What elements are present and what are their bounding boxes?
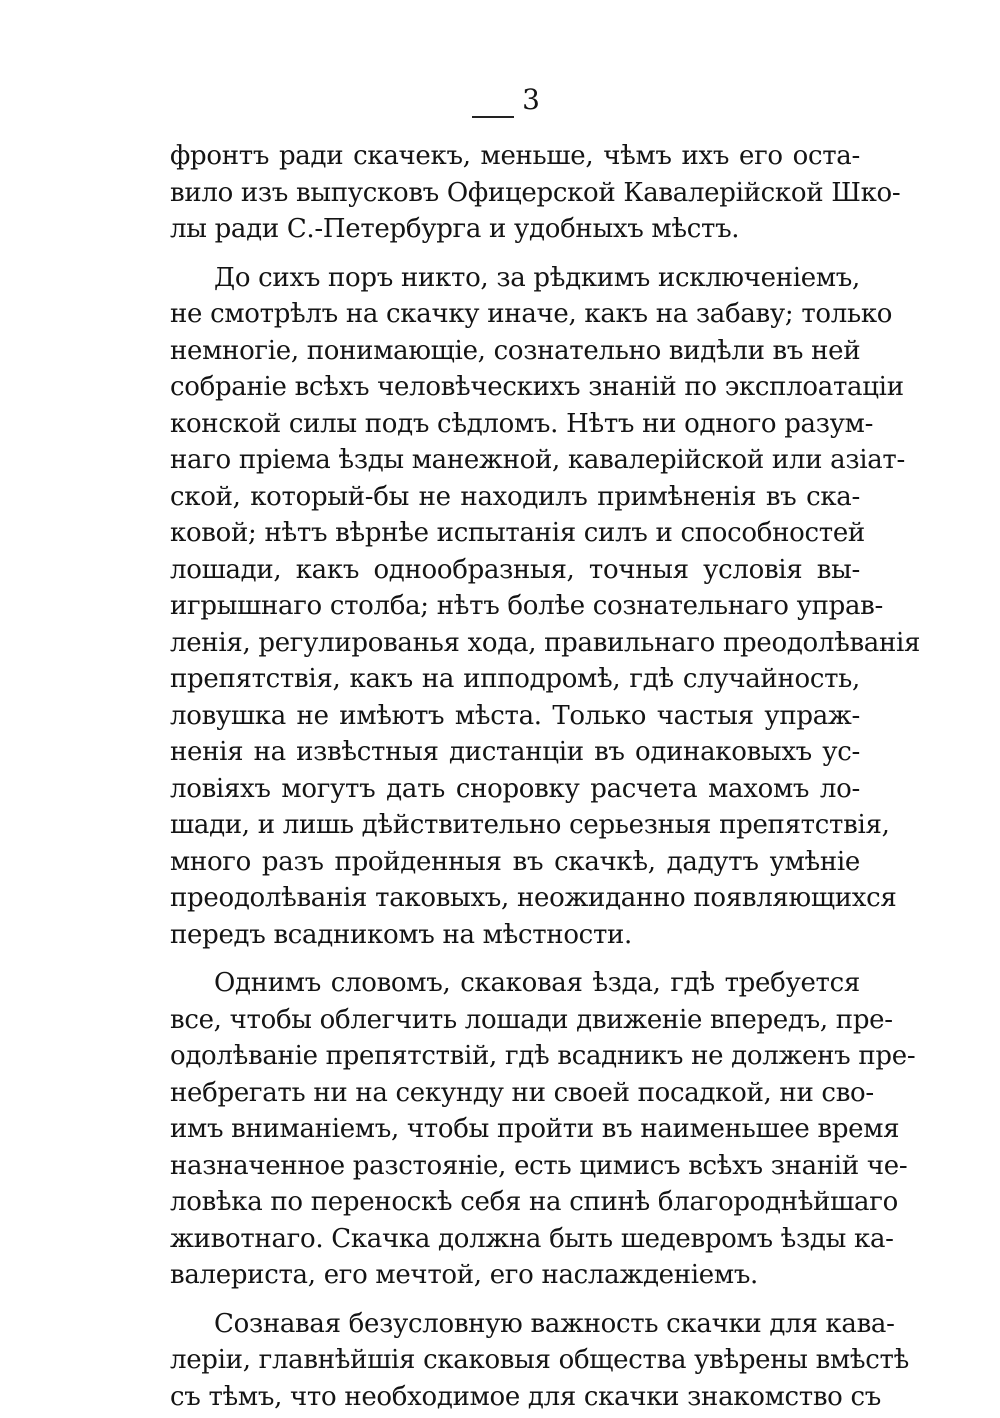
text-line: небрегать ни на секунду ни своей посадкой, ни сво- [170,1077,874,1108]
text-line: ловіяхъ могутъ дать сноровку расчета махомъ ло- [170,773,860,804]
paragraph [170,260,921,954]
text-line: все, чтобы облегчить лошади движеніе впередъ, пре- [170,1004,893,1035]
text-line: игрышнаго столба; нѣтъ болѣе сознательнаго управ- [170,591,884,621]
text-line: фронтъ ради скачекъ, меньше, чѣмъ ихъ его оста- [170,141,860,171]
text-line: леріи, главнѣйшія скаковыя общества увѣрены вмѣстѣ [170,1345,910,1375]
text-line: немногіе, понимающіе, сознательно видѣли въ ней [170,335,861,366]
body-text [170,138,921,1415]
text-line: препятствія, какъ на ипподромѣ, гдѣ случайность, [170,664,860,694]
text-line: Однимъ словомъ, скаковая ѣзда, гдѣ требуется [214,968,860,998]
text-line: шади, и лишь дѣйствительно серьезныя препятствія, [170,810,890,840]
text-line: собраніе всѣхъ человѣческихъ знаній по эксплоатаціи [170,372,904,402]
page-number-rule [472,116,514,118]
text-line: много разъ пройденныя въ скачкѣ, дадутъ умѣніе [170,846,860,877]
text-line: передъ всадникомъ на мѣстности. [170,919,633,950]
paragraph-gap [170,248,860,260]
paragraph-gap [170,1294,860,1306]
text-line: лошади, какъ однообразныя, точныя условія вы- [170,554,860,585]
text-line: назначенное разстояніе, есть цимисъ всѣхъ знаній че- [170,1150,908,1181]
text-line: ненія на извѣстныя дистанціи въ одинаковыхъ ус- [170,737,860,767]
text-line: лы ради С.-Петербурга и удобныхъ мѣстъ. [170,214,740,244]
text-line: не смотрѣлъ на скачку иначе, какъ на забаву; только [170,299,893,329]
text-line: ловушка не имѣютъ мѣста. Только частыя упраж- [170,700,860,731]
paragraph [170,1306,910,1416]
text-line: Сознавая безусловную важность скачки для кава- [214,1308,895,1339]
text-line: одолѣваніе препятствій, гдѣ всадникъ не долженъ пре- [170,1041,916,1071]
text-line: имъ вниманіемъ, чтобы пройти въ наименьшее время [170,1114,900,1144]
text-line: ленія, регулированья хода, правильнаго преодолѣванія [170,627,921,658]
text-line: съ тѣмъ, что необходимое для скачки знакомство съ [170,1381,882,1412]
text-line: До сихъ поръ никто, за рѣдкимъ исключеніемъ, [214,262,860,293]
paragraph [170,138,901,248]
paragraph-gap [170,953,860,965]
paragraph [170,965,916,1294]
text-line: валериста, его мечтой, его наслажденіемъ. [170,1260,759,1290]
text-line: наго пріема ѣзды манежной, кавалерійской или азіат- [170,445,906,475]
text-line: ковой; нѣтъ вѣрнѣе испытанія силъ и способностей [170,518,865,548]
page-number: 3 [522,83,540,116]
text-line: ловѣка по переноскѣ себя на спинѣ благороднѣйшаго [170,1187,898,1217]
text-line: преодолѣванія таковыхъ, неожиданно появляющихся [170,883,897,913]
text-line: конской силы подъ сѣдломъ. Нѣтъ ни одного разум- [170,408,874,439]
text-line: вило изъ выпусковъ Офицерской Кавалерійской Шко- [170,177,901,208]
text-line: ской, который-бы не находилъ примѣненія въ ска- [170,481,860,512]
text-line: животнаго. Скачка должна быть шедевромъ ѣзды ка- [170,1223,894,1254]
